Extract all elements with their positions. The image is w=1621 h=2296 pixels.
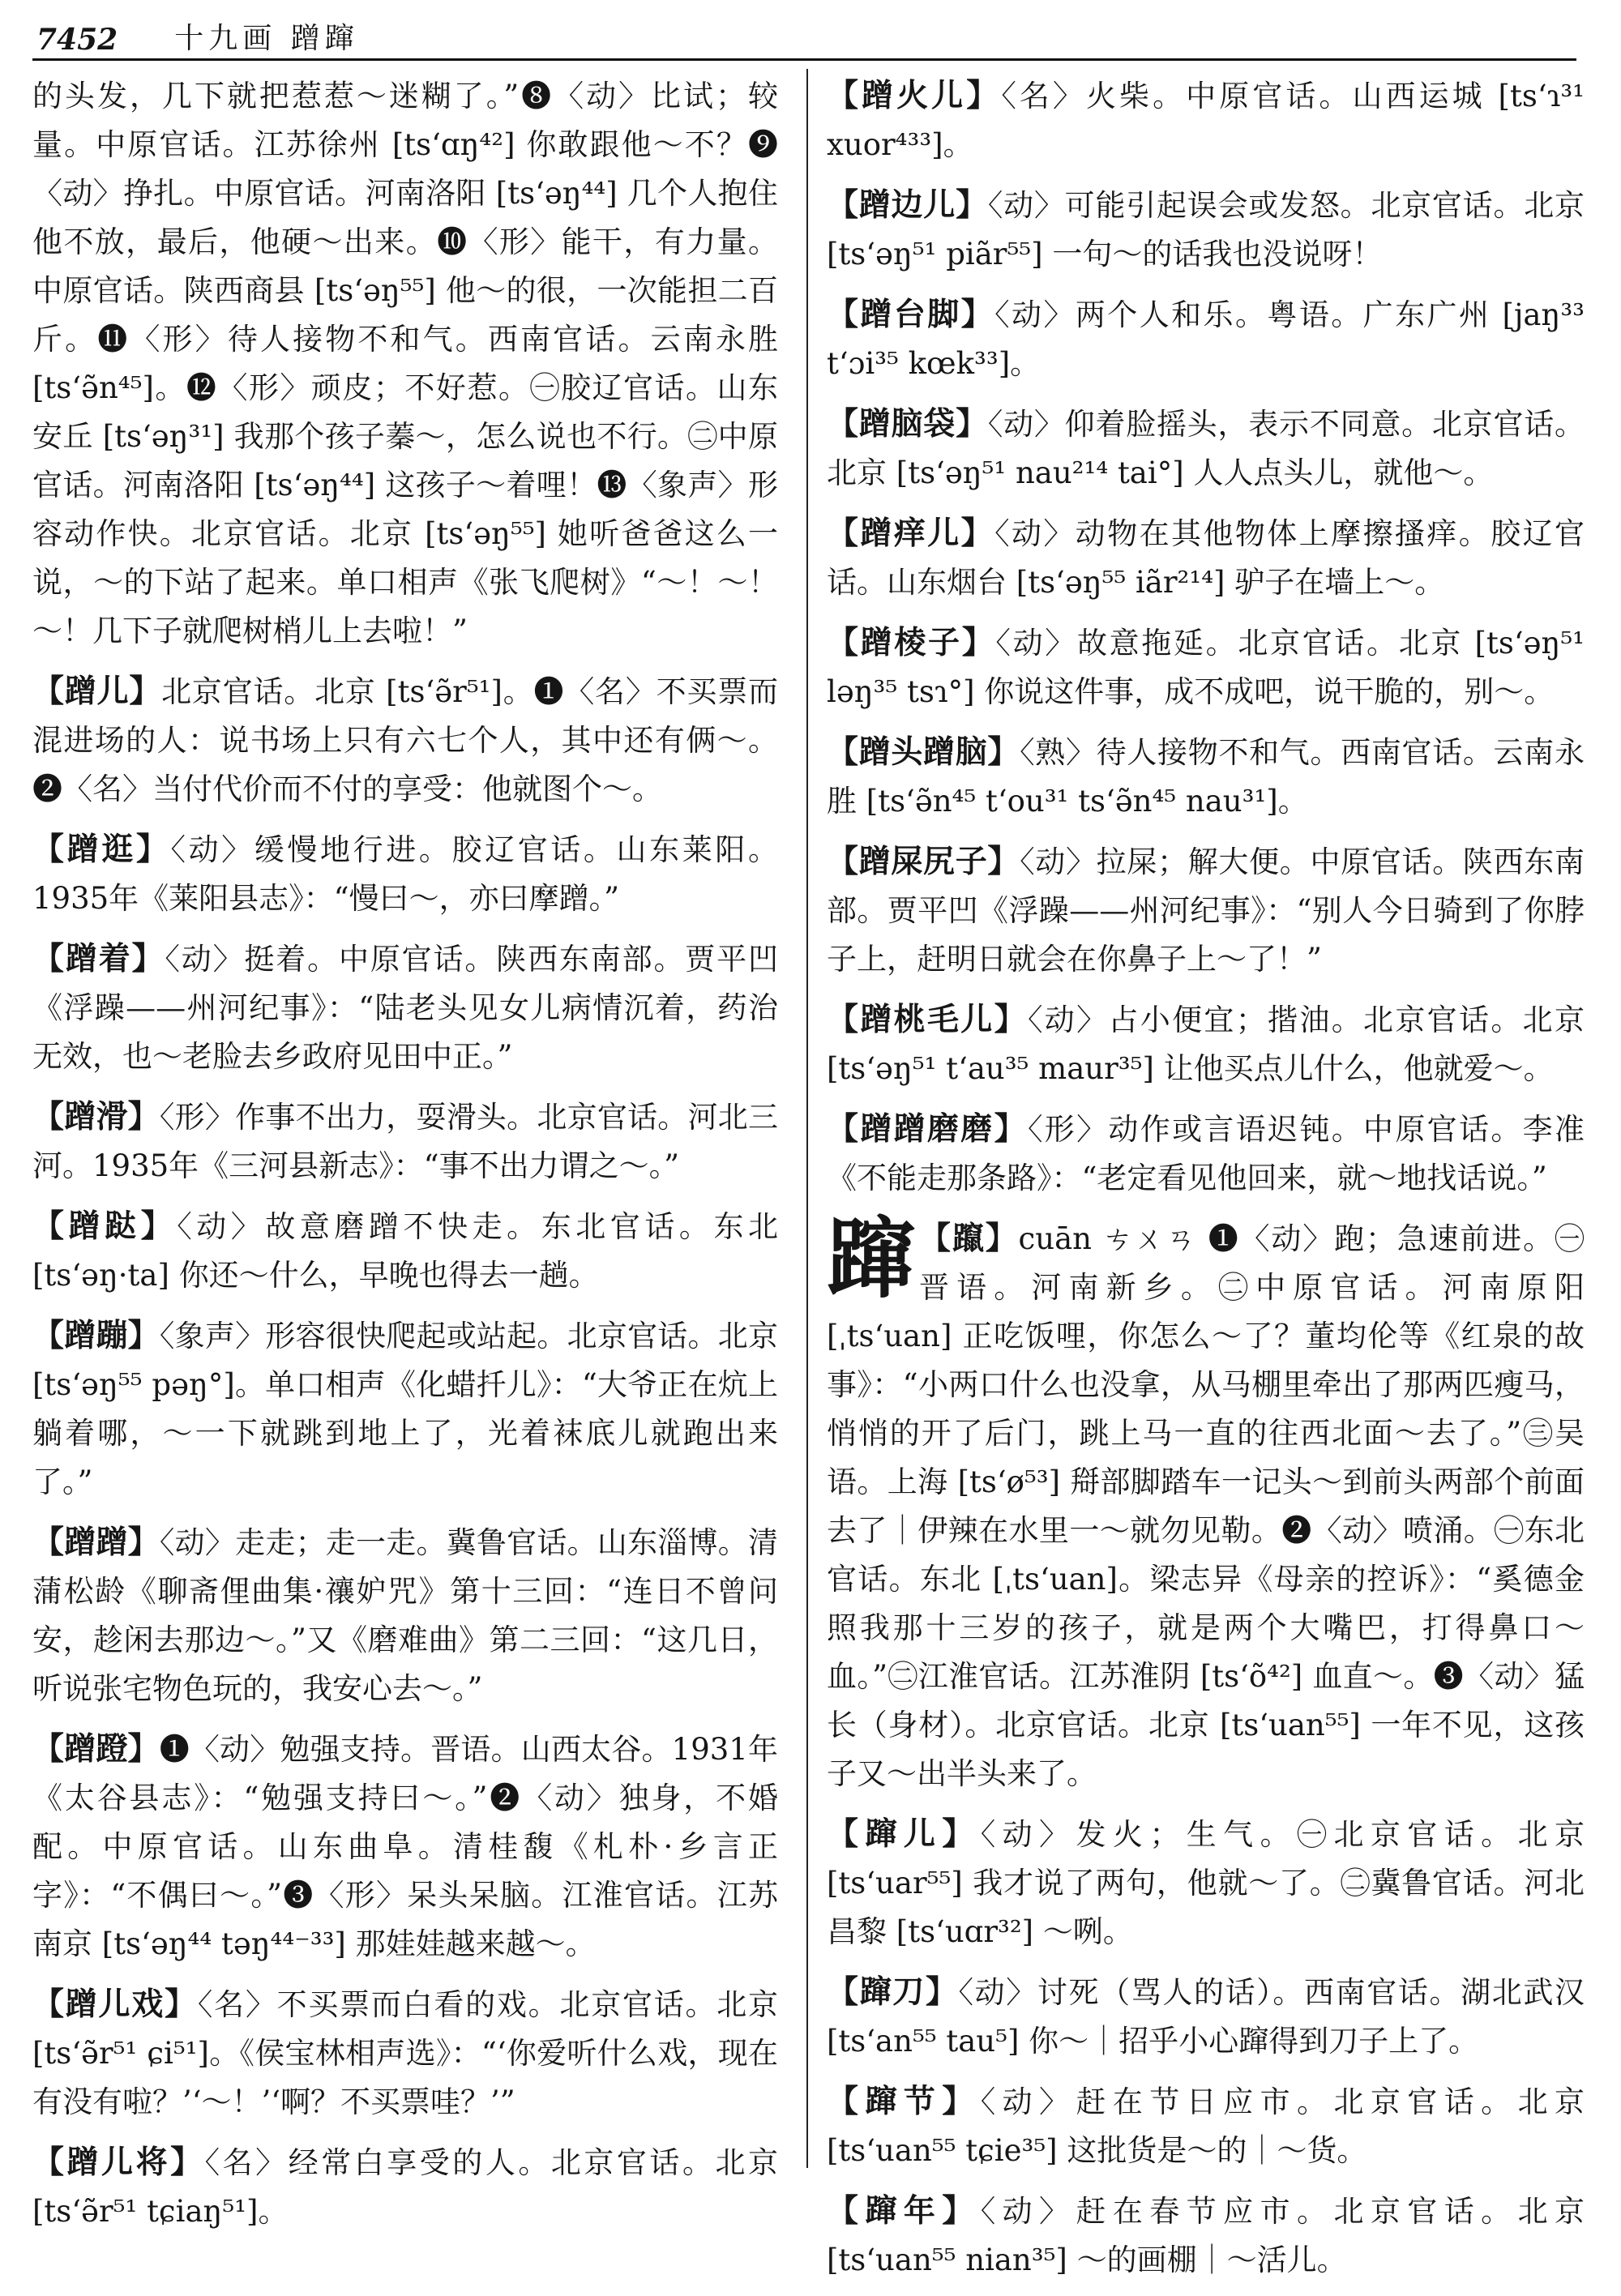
- dictionary-entry: [32, 667, 778, 814]
- entry-text: 〈动〉占小便宜；揩油。北京官话。北京 [ts‘əŋ⁵¹ t‘au³⁵ maur³⁵] 让他买点儿什么，他就爱～。: [827, 1003, 1585, 1086]
- dictionary-entry: [827, 618, 1585, 716]
- entry-headword: 【蹭桃毛儿】: [827, 1001, 1028, 1038]
- entry-text: 〈动〉仰着脸摇头，表示不同意。北京官话。北京 [ts‘əŋ⁵¹ nau²¹⁴ tai°] 人人点头儿，就他～。: [827, 407, 1585, 490]
- entry-headword: 【躥】: [919, 1220, 1019, 1257]
- entry-text: 〈动〉故意拖延。北京官话。北京 [ts‘əŋ⁵¹ ləŋ³⁵ tsɿ°] 你说这件事，成不成吧，说干脆的，别～。: [827, 626, 1585, 709]
- entry-headword: 【蹭屎尻子】: [827, 843, 1020, 880]
- entry-text: 〈动〉缓慢地行进。胶辽官话。山东莱阳。1935年《莱阳县志》：“慢曰～，亦曰摩蹭。”: [32, 832, 778, 916]
- dictionary-entry: [32, 1311, 778, 1507]
- entry-text: 〈动〉可能引起误会或发怒。北京官话。北京 [ts‘əŋ⁵¹ piãr⁵⁵] 一句～的话我也没说呀！: [827, 188, 1585, 272]
- dictionary-entry: [32, 825, 778, 923]
- entry-headword: 【蹭蹬】: [32, 1730, 160, 1768]
- entry-text: 〈动〉赶在春节应市。北京官话。北京 [ts‘uan⁵⁵ nian³⁵] ～的画棚｜～活儿。: [827, 2194, 1585, 2277]
- entry-text: 〈动〉赶在节日应市。北京官话。北京 [ts‘uan⁵⁵ tɕie³⁵] 这批货是～的｜～货。: [827, 2084, 1585, 2168]
- section-title: 十九画 蹭蹿: [174, 22, 359, 55]
- entry-text: 〈形〉作事不出力，耍滑头。北京官话。河北三河。1935年《三河县新志》：“事不出力谓之～。”: [32, 1100, 778, 1183]
- right-column: [827, 71, 1585, 2296]
- entry-headword: 【蹭脑袋】: [827, 405, 988, 443]
- entry-headword: 【蹭痒儿】: [827, 515, 995, 552]
- entry-headword: 【蹭逛】: [32, 831, 171, 868]
- entry-headword: 【蹭蹦】: [32, 1317, 160, 1354]
- entry-text: 〈动〉动物在其他物体上摩擦搔痒。胶辽官话。山东烟台 [ts‘əŋ⁵⁵ iãr²¹⁴] 驴子在墙上～。: [827, 516, 1585, 600]
- dictionary-entry: [827, 290, 1585, 388]
- entry-headword: 【蹭儿】: [32, 673, 162, 710]
- entry-headword: 【蹭蹭】: [32, 1524, 160, 1561]
- entry-text: 〈动〉两个人和乐。粤语。广东广州 [jaŋ³³ t‘ɔi³⁵ kœk³³]。: [827, 297, 1585, 381]
- dictionary-entry: [827, 728, 1585, 826]
- entry-text: 〈名〉经常白享受的人。北京官话。北京 [ts‘ə̃r⁵¹ tɕiaŋ⁵¹]。: [32, 2145, 778, 2229]
- entry-text: 的头发，几下就把惹惹～迷糊了。”❽〈动〉比试；较量。中原官话。江苏徐州 [ts‘ɑŋ⁴²] 你敢跟他～不？❾〈动〉挣扎。中原官话。河南洛阳 [ts‘əŋ⁴⁴] 几个人抱住他不放，最后，他硬～出来。❿〈形〉能干，有力量。中原官话。陕西商县 [ts‘əŋ⁵⁵] 他～的很，一次能担二百斤。⓫〈形〉待人接物不和气。西南官话。云南永胜 [ts‘ə̃n⁴⁵]。⓬〈形〉顽皮；不好惹。㊀胶辽官话。山东安丘 [ts‘əŋ³¹] 我那个孩子蓁～，怎么说也不行。㊁中原官话。河南洛阳 [ts‘əŋ⁴⁴] 这孩子～着哩！⓭〈象声〉形容动作快。北京官话。北京 [ts‘əŋ⁵⁵] 她听爸爸这么一说，～的下站了起来。单口相声《张飞爬树》“～！～！～！几下子就爬树梢儿上去啦！”: [32, 79, 778, 648]
- entry-headword: 【蹭滑】: [32, 1098, 160, 1135]
- dictionary-entry: [32, 934, 778, 1081]
- entry-text: 〈动〉走走；走一走。冀鲁官话。山东淄博。清蒲松龄《聊斋俚曲集·禳妒咒》第十三回：“连日不曾问安，趁闲去那边～。”又《磨难曲》第二三回：“这几日，听说张宅物色玩的，我安心去～。”: [32, 1525, 778, 1706]
- dictionary-entry: [827, 1105, 1585, 1203]
- dictionary-entry: [827, 71, 1585, 169]
- entry-headword: 【蹿节】: [827, 2083, 981, 2120]
- page-number: 7452: [36, 23, 118, 57]
- entry-headword: 【蹭棱子】: [827, 624, 996, 661]
- dictionary-entry: [827, 1810, 1585, 1956]
- dictionary-entry: [827, 2187, 1585, 2285]
- entry-text: 〈形〉动作或言语迟钝。中原官话。李准《不能走那条路》：“老定看见他回来，就～地找话说。”: [827, 1112, 1585, 1195]
- entry-headword: 【蹿刀】: [827, 1973, 959, 2011]
- entry-headword: 【蹭儿将】: [32, 2144, 205, 2181]
- header-rule: [32, 58, 1576, 61]
- entry-headword: 【蹭着】: [32, 940, 165, 977]
- entry-text: 〈动〉拉屎；解大便。中原官话。陕西东南部。贾平凹《浮躁——州河纪事》：“别人今日骑到了你脖子上，赶明日就会在你鼻子上～了！”: [827, 844, 1585, 977]
- dictionary-entry: [32, 1202, 778, 1300]
- entry-headword: 【蹭边儿】: [827, 186, 988, 224]
- entry-headword: 【蹿年】: [827, 2192, 981, 2230]
- entry-headword: 【蹿儿】: [827, 1815, 981, 1853]
- entry-text: 北京官话。北京 [ts‘ə̃r⁵¹]。❶〈名〉不买票而混进场的人：说书场上只有六七个人，其中还有俩～。❷〈名〉当付代价而不付的享受：他就图个～。: [32, 674, 778, 806]
- entry-text: ❶〈动〉勉强支持。晋语。山西太谷。1931年《太谷县志》：“勉强支持曰～。”❷〈动〉独身，不婚配。中原官话。山东曲阜。清桂馥《札朴·乡言正字》：“不偶曰～。”❸〈形〉呆头呆脑。江淮官话。江苏南京 [ts‘əŋ⁴⁴ təŋ⁴⁴⁻³³] 那娃娃越来越～。: [32, 1732, 778, 1961]
- entry-headword: 【蹭头蹭脑】: [827, 733, 1020, 771]
- entry-text: 〈动〉发火；生气。㊀北京官话。北京 [ts‘uar⁵⁵] 我才说了两句，他就～了。㊁冀鲁官话。河北昌黎 [ts‘uɑr³²] ～咧。: [827, 1817, 1585, 1949]
- dictionary-entry: [827, 509, 1585, 607]
- dictionary-entry: [827, 995, 1585, 1093]
- main-character: 蹿: [827, 1208, 915, 1310]
- entry-text: 〈象声〉形容很快爬起或站起。北京官话。北京 [ts‘əŋ⁵⁵ pəŋ°]。单口相声《化蜡扦儿》：“大爷正在炕上躺着哪，～一下就跳到地上了，光着袜底儿就跑出来了。”: [32, 1319, 778, 1499]
- entry-headword: 【蹭台脚】: [827, 296, 995, 333]
- entry-text: 〈名〉不买票而白看的戏。北京官话。北京 [ts‘ə̃r⁵¹ ɕi⁵¹]。《侯宝林相声选》：“‘你爱听什么戏，现在有没有啦？’‘～！’‘啊？不买票哇？’”: [32, 1987, 778, 2119]
- entry-headword: 【蹭火儿】: [827, 77, 1002, 114]
- dictionary-entry: [32, 71, 778, 656]
- entry-text: 〈名〉火柴。中原官话。山西运城 [ts‘ɿ³¹ xuor⁴³³]。: [827, 79, 1585, 162]
- entry-text: 〈动〉故意磨蹭不快走。东北官话。东北 [ts‘əŋ·ta] 你还～什么，早晚也得去一趟。: [32, 1209, 778, 1293]
- entry-text: 〈熟〉待人接物不和气。西南官话。云南永胜 [ts‘ə̃n⁴⁵ t‘ou³¹ ts‘ə̃n⁴⁵ nau³¹]。: [827, 735, 1585, 819]
- dictionary-entry: [32, 1518, 778, 1713]
- dictionary-entry: [32, 1092, 778, 1191]
- dictionary-entry: [827, 181, 1585, 279]
- entry-text: 〈动〉挺着。中原官话。陕西东南部。贾平凹《浮躁——州河纪事》：“陆老头见女儿病情沉着，药治无效，也～老脸去乡政府见田中正。”: [32, 942, 778, 1074]
- dictionary-entry: [827, 1968, 1585, 2066]
- dictionary-entry-main: [827, 1208, 1585, 1798]
- dictionary-entry: [32, 1725, 778, 1969]
- dictionary-entry: [827, 400, 1585, 498]
- entry-text: 〈动〉讨死（骂人的话）。西南官话。湖北武汉 [ts‘an⁵⁵ tau⁵] 你～｜招乎小心蹿得到刀子上了。: [827, 1975, 1585, 2059]
- dictionary-entry: [32, 1980, 778, 2127]
- dictionary-entry: [827, 837, 1585, 984]
- dictionary-entry: [827, 2077, 1585, 2175]
- entry-headword: 【蹭蹭磨磨】: [827, 1110, 1028, 1148]
- left-column: [32, 71, 778, 2247]
- entry-headword: 【蹭儿戏】: [32, 1986, 198, 2023]
- dictionary-entry: [32, 2138, 778, 2236]
- column-divider: [806, 69, 808, 2168]
- page-header: [36, 15, 1572, 57]
- entry-text: cuān ㄘㄨㄢ ❶〈动〉跑；急速前进。㊀晋语。河南新乡。㊁中原官话。河南原阳 [ˌts‘uan] 正吃饭哩，你怎么～了？董均伦等《红泉的故事》：“小两口什么也没拿，从马棚里牵出了那两匹瘦马，悄悄的开了后门，跳上马一直的往西北面～去了。”㊂吴语。上海 [ts‘ø⁵³] 搿部脚踏车一记头～到前头两部个前面去了｜伊辣在水里一～就勿见勒。❷〈动〉喷涌。㊀东北官话。东北 [ˌts‘uan]。梁志异《母亲的控诉》：“奚德金照我那十三岁的孩子，就是两个大嘴巴，打得鼻口～血。”㊁江淮官话。江苏淮阴 [ts‘õ⁴²] 血直～。❸〈动〉猛长（身材）。北京官话。北京 [ts‘uan⁵⁵] 一年不见，这孩子又～出半头来了。: [827, 1221, 1585, 1791]
- entry-headword: 【蹭跶】: [32, 1208, 177, 1245]
